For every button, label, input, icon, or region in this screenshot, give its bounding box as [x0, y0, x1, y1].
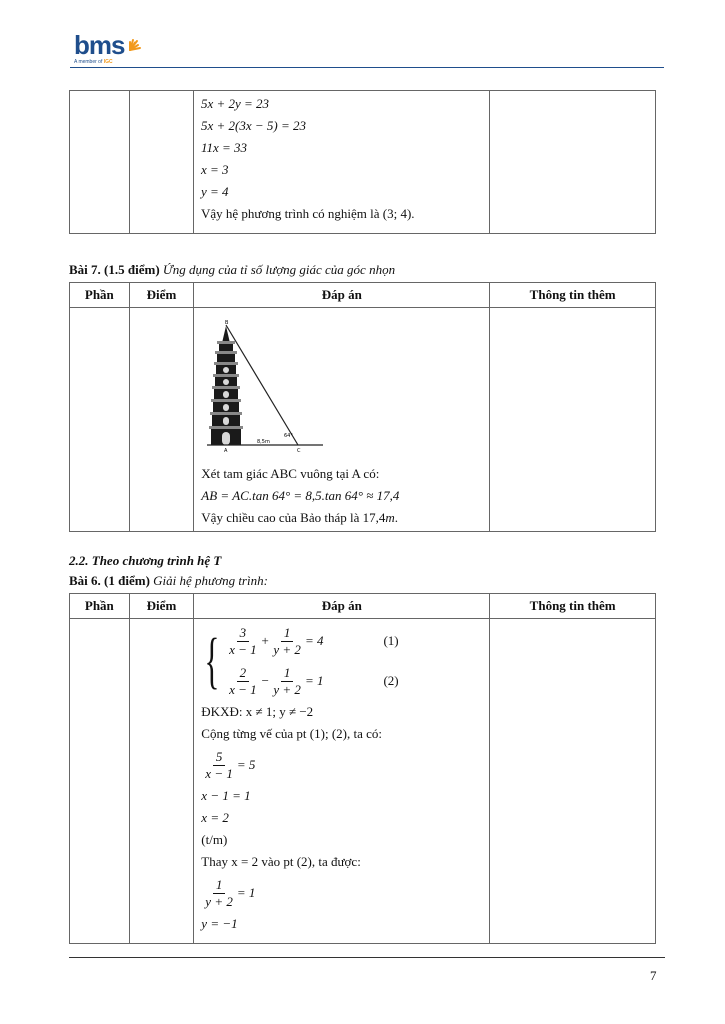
pagoda-figure	[201, 318, 489, 457]
label-b: B	[225, 320, 229, 326]
header-divider	[70, 67, 664, 68]
label-angle: 64°	[284, 433, 294, 439]
page-header	[70, 28, 664, 70]
math-line: 5x + 2(3x − 5) = 23	[200, 118, 306, 133]
bai6-heading: Bài 6. (1 điểm) Giải hệ phương trình:	[69, 573, 268, 588]
math-line: y = −1	[201, 916, 238, 931]
answer-line: Cộng từng vế của pt (1); (2), ta có:	[201, 726, 382, 741]
math-line: y = 4	[200, 184, 229, 199]
section-heading: 2.2. Theo chương trình hệ T	[69, 553, 222, 568]
answer-steps	[194, 91, 489, 227]
math-line: 5x + 2y = 23	[200, 96, 270, 111]
equation-2: $\frac{2}{x - 1}$ − $\frac{1}{y + 2}$ = 1 (2)	[229, 664, 399, 697]
math-line: x = 2	[201, 810, 229, 825]
footer-divider	[69, 957, 665, 958]
answer-line: Thay x = 2 vào pt (2), ta được:	[201, 854, 361, 869]
col-header-thong-tin: Thông tin thêm	[490, 283, 656, 308]
math-line: 11x = 33	[200, 140, 248, 155]
col-header-phan: Phần	[70, 283, 130, 308]
answer-line: Xét tam giác ABC vuông tại A có:	[201, 466, 380, 481]
fraction-line: $\frac{1}{y + 2}$ = 1	[205, 876, 256, 909]
col-header-dap-an: Đáp án	[194, 283, 490, 308]
table-bai6	[69, 593, 656, 944]
math-line: AB = AC.tan 64° = 8,5.tan 64° ≈ 17,4	[201, 488, 400, 503]
col-header-thong-tin: Thông tin thêm	[490, 594, 656, 619]
bms-logo	[74, 32, 124, 65]
table-continuation	[69, 90, 656, 234]
label-c: C	[297, 448, 301, 453]
page-number: 7	[650, 968, 657, 983]
col-header-dap-an: Đáp án	[194, 594, 490, 619]
sun-icon	[126, 28, 150, 52]
conclusion-line: Vậy hệ phương trình có nghiệm là (3; 4).	[200, 206, 415, 221]
condition-line: ĐKXĐ: x ≠ 1; y ≠ −2	[201, 704, 314, 719]
check-line: (t/m)	[201, 832, 228, 847]
table-bai7	[69, 282, 656, 532]
equation-1: $\frac{3}{x - 1}$ + $\frac{1}{y + 2}$ = 4 (1)	[229, 624, 399, 657]
answer-bai6	[194, 619, 489, 937]
conclusion-line: Vậy chiều cao của Bảo tháp là 17,4m.	[201, 510, 399, 525]
answer-bai7	[194, 308, 489, 531]
math-line: x − 1 = 1	[201, 788, 251, 803]
math-line: x = 3	[200, 162, 229, 177]
equation-system: { $\frac{3}{x - 1}$ + $\frac{1}{y + 2}$ = 4 (1) $\frac{2}{x - 1}$ − $\frac{1}{y + 2}$ = 1 (2)	[201, 621, 489, 701]
label-base: 8,5m	[257, 439, 271, 445]
col-header-diem: Điểm	[129, 594, 194, 619]
pagoda-triangle-diagram	[201, 318, 331, 453]
bai7-heading: Bài 7. (1.5 điểm) Ứng dụng của tỉ số lượng giác của góc nhọn	[69, 262, 396, 277]
logo-text: bms	[74, 30, 125, 60]
col-header-phan: Phần	[70, 594, 130, 619]
label-a: A	[224, 448, 228, 453]
col-header-diem: Điểm	[129, 283, 194, 308]
logo-tagline: A member of IGC	[74, 59, 113, 65]
fraction-line: $\frac{5}{x - 1}$ = 5	[205, 748, 256, 781]
